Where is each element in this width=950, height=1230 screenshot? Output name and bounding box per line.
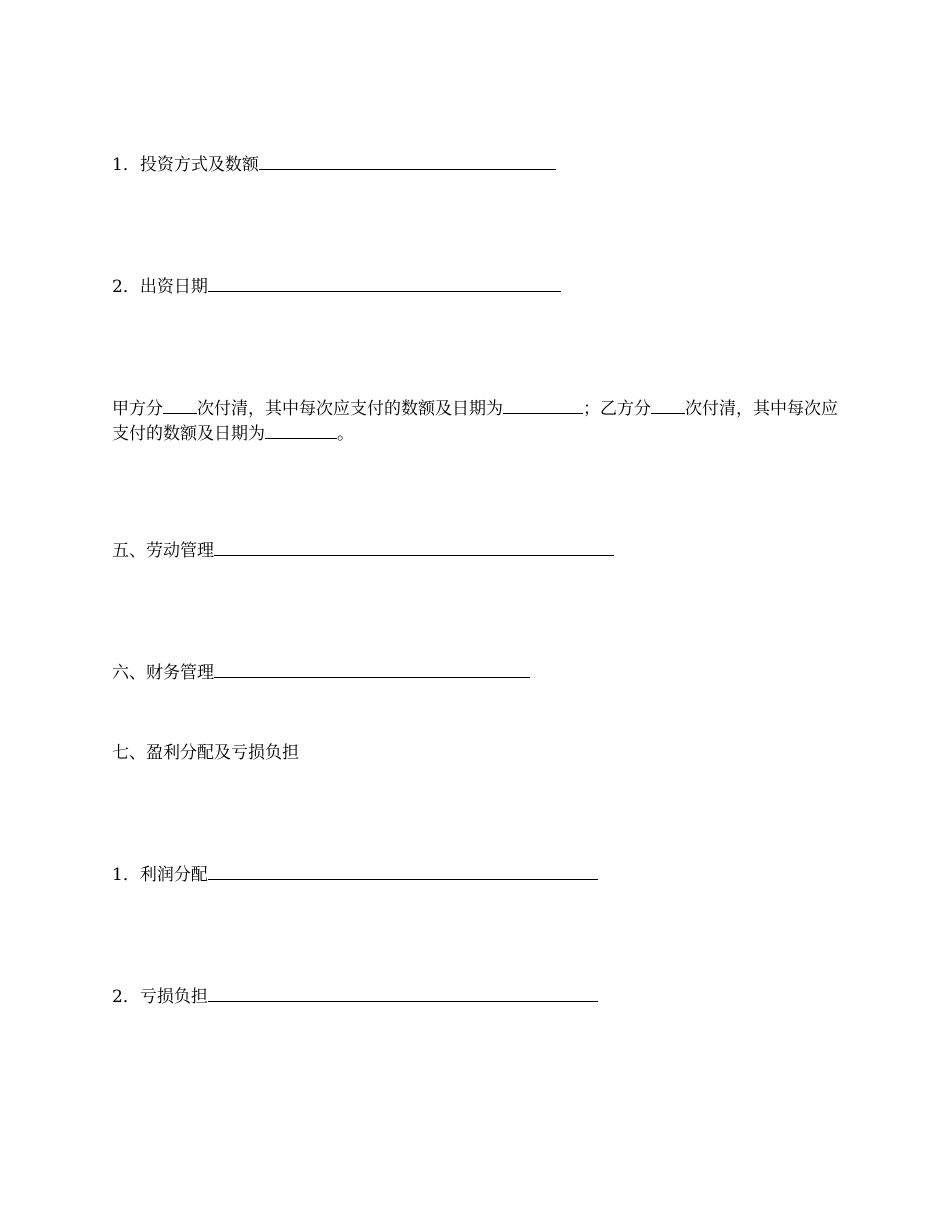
labor-management-label: 五、劳动管理 bbox=[112, 541, 214, 561]
financial-management-line bbox=[112, 660, 530, 685]
contribution-date-blank[interactable] bbox=[208, 274, 561, 292]
investment-method-blank[interactable] bbox=[259, 152, 556, 170]
party-b-amount-date-blank[interactable] bbox=[265, 421, 337, 439]
investment-method-label: 1．投资方式及数额 bbox=[112, 155, 259, 175]
profit-distribution-label: 1．利润分配 bbox=[112, 865, 208, 885]
payment-text-3: ；乙方分 bbox=[583, 399, 651, 419]
financial-management-blank[interactable] bbox=[214, 660, 530, 678]
party-a-installments-blank[interactable] bbox=[163, 396, 197, 414]
profit-distribution-line bbox=[112, 862, 598, 887]
profit-loss-heading bbox=[112, 741, 299, 765]
loss-bearing-line bbox=[112, 984, 598, 1009]
labor-management-line bbox=[112, 538, 614, 563]
contribution-date-label: 2．出资日期 bbox=[112, 277, 208, 297]
party-a-amount-date-blank[interactable] bbox=[503, 396, 583, 414]
payment-schedule-paragraph bbox=[112, 396, 842, 446]
loss-bearing-label: 2．亏损负担 bbox=[112, 987, 208, 1007]
financial-management-label: 六、财务管理 bbox=[112, 663, 214, 683]
payment-text-4: 次付清，其中每次应支付的数额及日期为 bbox=[112, 399, 838, 444]
investment-method-line bbox=[112, 152, 556, 177]
party-b-installments-blank[interactable] bbox=[651, 396, 685, 414]
payment-text-1: 甲方分 bbox=[112, 399, 163, 419]
payment-text-2: 次付清，其中每次应支付的数额及日期为 bbox=[197, 399, 503, 419]
profit-loss-heading-text: 七、盈利分配及亏损负担 bbox=[112, 743, 299, 763]
labor-management-blank[interactable] bbox=[214, 538, 614, 556]
contribution-date-line bbox=[112, 274, 561, 299]
payment-text-5: 。 bbox=[337, 424, 354, 444]
loss-bearing-blank[interactable] bbox=[208, 984, 598, 1002]
profit-distribution-blank[interactable] bbox=[208, 862, 598, 880]
